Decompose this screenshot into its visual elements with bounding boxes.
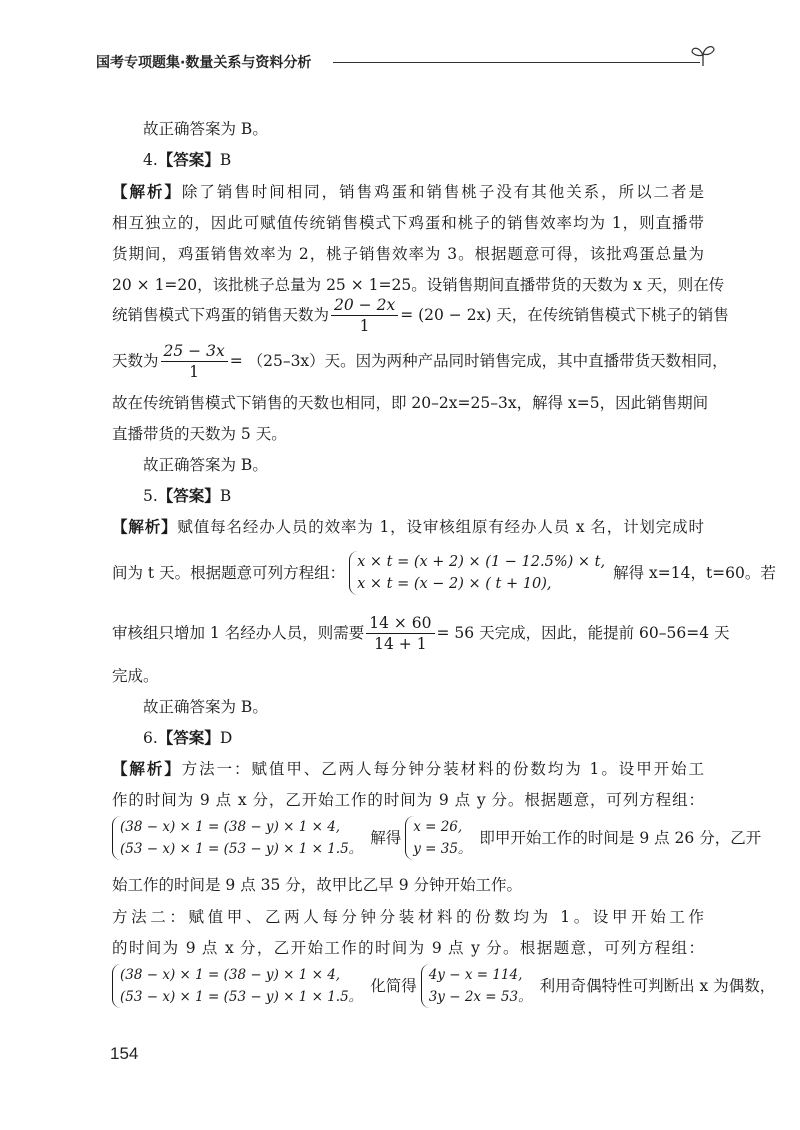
q5-equation-system: x × t = (x + 2) × (1 − 12.5%) × t, x × t = (x − 2) × ( t + 10), (349, 551, 609, 595)
page-number: 154 (110, 1044, 139, 1063)
q6-m1-post: 即甲开始工作的时间是 9 点 26 分，乙开 (479, 829, 762, 847)
q5-analysis-line-4: 完成。 (112, 667, 159, 685)
q4-answer (143, 149, 231, 171)
q5-line2-post: 解得 x=14，t=60。若 (613, 564, 776, 582)
q4-conclusion: 故正确答案为 B。 (143, 456, 268, 474)
q4-answer-num: 4. (143, 151, 158, 169)
q5-analysis-line-1 (112, 516, 704, 538)
q4-analysis-line-3: 货期间，鸡蛋销售效率为 2，桃子销售效率为 3。根据题意可得，该批鸡蛋总量为 (112, 245, 704, 263)
q5-analysis-line-2 (112, 545, 776, 601)
q4-egg-days-fraction: $\frac{20 - 2x}{1}$ (331, 296, 398, 335)
q5-answer-num: 5. (143, 487, 158, 505)
q6-answer-value: D (219, 729, 233, 747)
q4-analysis-line-6 (112, 338, 728, 384)
q6-answer-tag: 【答案】 (157, 728, 220, 747)
q6-analysis-text-1: 方法一：赋值甲、乙两人每分钟分装材料的份数均为 1。设甲开始工 (181, 760, 704, 778)
q6-analysis-line-2: 作的时间为 9 点 x 分，乙开始工作的时间为 9 点 y 分。根据题意，可列方程组： (112, 791, 704, 809)
q6-method2-equations (112, 958, 776, 1014)
q6-m2-simplified-system: 4y − x = 114, 3y − 2x = 53。 (421, 964, 536, 1008)
q4-answer-value: B (219, 151, 232, 169)
q4-analysis-line-8: 直播带货的天数为 5 天。 (112, 425, 287, 443)
q4-analysis-line-1 (112, 181, 704, 203)
q5-line2-pre: 间为 t 天。根据题意可列方程组： (112, 564, 346, 582)
q5-days-fraction: $\frac{14 \times 60}{14 + 1}$ (366, 614, 434, 653)
q5-answer-value: B (219, 487, 232, 505)
q6-method2-line-2: 的时间为 9 点 x 分，乙开始工作的时间为 9 点 y 分。根据题意，可列方程组： (112, 939, 704, 957)
q4-analysis-text-1: 除了销售时间相同，销售鸡蛋和销售桃子没有其他关系，所以二者是 (181, 183, 704, 201)
q4-line5-post: = (20 − 2x) 天，在传统销售模式下桃子的销售 (400, 306, 729, 324)
running-header (96, 50, 716, 74)
q5-analysis-line-3 (112, 610, 730, 656)
q6-m2-post: 利用奇偶特性可判断出 x 为偶数， (539, 977, 776, 995)
q4-analysis-line-2: 相互独立的，因此可赋值传统销售模式下鸡蛋和桃子的销售效率均为 1，则直播带 (112, 214, 704, 232)
q6-m2-simplify-label: 化简得 (370, 977, 417, 995)
q4-analysis-line-5 (112, 292, 729, 338)
q5-line3-post: = 56 天完成，因此，能提前 60–56=4 天 (436, 624, 730, 642)
q4-analysis-tag: 【解析】 (112, 182, 182, 201)
q6-analysis-tag: 【解析】 (112, 759, 182, 778)
q6-method1-equations (112, 810, 762, 866)
q3-conclusion: 故正确答案为 B。 (143, 120, 268, 138)
q4-peach-days-fraction: $\frac{25 - 3x}{1}$ (161, 342, 228, 381)
q5-line3-pre: 审核组只增加 1 名经办人员，则需要 (112, 624, 365, 642)
header-rule (333, 62, 700, 63)
q4-answer-tag: 【答案】 (157, 150, 220, 169)
q4-line6-post: = （25–3x）天。因为两种产品同时销售完成，其中直播带货天数相同， (229, 352, 728, 370)
q5-conclusion: 故正确答案为 B。 (143, 698, 268, 716)
q6-analysis-line-1 (112, 758, 704, 780)
q4-line6-pre: 天数为 (112, 352, 159, 370)
q6-answer (143, 727, 232, 749)
q6-answer-num: 6. (143, 729, 158, 747)
q6-m1-solution-system: x = 26, y = 35。 (405, 816, 475, 860)
q6-method2-line-1: 方法二：赋值甲、乙两人每分钟分装材料的份数均为 1。设甲开始工作 (112, 908, 704, 926)
q4-line5-pre: 统销售模式下鸡蛋的销售天数为 (112, 306, 330, 324)
header-title: 国考专项题集·数量关系与资料分析 (96, 55, 312, 71)
q6-m1-solve-label: 解得 (370, 829, 402, 847)
sprout-icon (690, 42, 716, 68)
q5-analysis-text-1: 赋值每名经办人员的效率为 1，设审核组原有经办人员 x 名，计划完成时 (177, 518, 704, 536)
q4-analysis-line-4: 20 × 1=20，该批桃子总量为 25 × 1=25。设销售期间直播带货的天数为 x 天，则在传 (112, 276, 725, 294)
q5-analysis-tag: 【解析】 (112, 517, 178, 536)
q4-analysis-line-7: 故在传统销售模式下销售的天数也相同，即 20–2x=25–3x，解得 x=5，因此销售期间 (112, 394, 709, 412)
q6-m1-equation-system: (38 − x) × 1 = (38 − y) × 1 × 4, (53 − x) × 1 = (53 − y) × 1 × 1.5。 (112, 816, 366, 860)
q5-answer (143, 485, 231, 507)
q6-analysis-line-4: 始工作的时间是 9 点 35 分，故甲比乙早 9 分钟开始工作。 (112, 876, 523, 894)
q6-m2-equation-system: (38 − x) × 1 = (38 − y) × 1 × 4, (53 − x) × 1 = (53 − y) × 1 × 1.5。 (112, 964, 366, 1008)
q5-answer-tag: 【答案】 (157, 486, 220, 505)
